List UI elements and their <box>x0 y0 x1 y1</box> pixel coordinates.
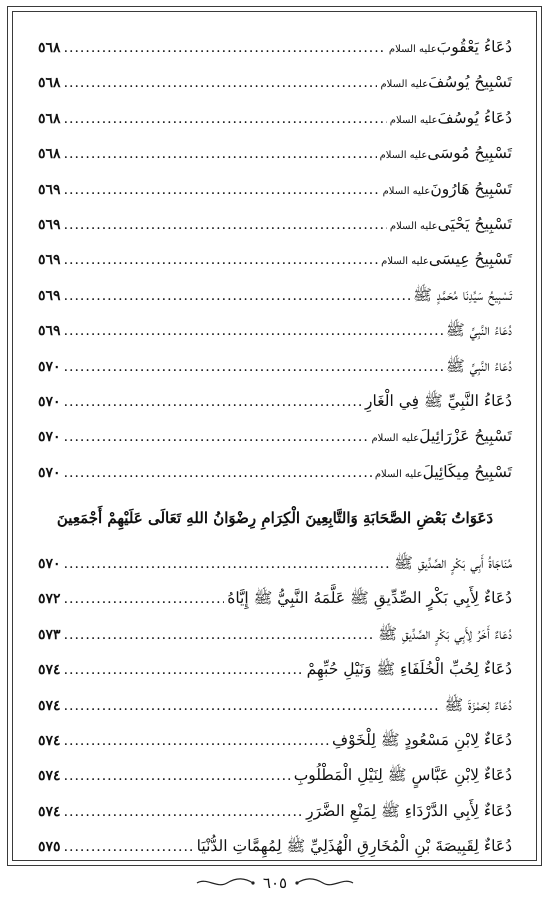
toc-entry-page: ٥٦٩ <box>38 323 61 340</box>
dot-leader <box>64 385 362 420</box>
toc-entry-title: مُنَاجَاةُ أَبِي بَكْرٍ الصِّدِّيقِ ﷺ <box>394 554 512 573</box>
toc-entry-title: دُعَاءٌ لِابْنِ مَسْعُودٍ ﷺ لِلْخَوْفِ <box>332 731 512 750</box>
honorific-mark: عليه السلام <box>388 44 437 55</box>
toc-entry-title: تَسْبِيحُ مِيكَائِيلَ <box>422 462 512 481</box>
toc-entry-page: ٥٧٠ <box>38 556 61 573</box>
dot-leader <box>64 724 329 759</box>
dot-leader <box>64 173 380 208</box>
page-footer <box>0 868 550 898</box>
toc-entry <box>38 581 512 616</box>
toc-entry-title: تَسْبِيحُ سَيِّدِنَا مُحَمَّدٍ ﷺ <box>413 285 512 304</box>
dot-leader <box>64 795 304 830</box>
footer-ornament-right-icon <box>295 876 355 890</box>
toc-entry-title: تَسْبِيحُ عِيسَى <box>428 250 512 269</box>
toc-entry-page: ٥٧٠ <box>38 393 61 410</box>
page-number: ٦٠٥ <box>262 874 288 892</box>
toc-entry <box>38 688 512 723</box>
toc-entry-title: دُعَاءٌ لِأَبِي الدَّرْدَاءِ ﷺ لِمَنْعِ الضَّرَرِ <box>306 801 512 820</box>
toc-entry-page: ٥٧٢ <box>38 591 61 608</box>
dot-leader <box>64 350 443 385</box>
toc-entry <box>38 652 512 687</box>
honorific-mark: عليه السلام <box>371 433 420 445</box>
toc-entry-title: دُعَاءٌ لِقَبِيصَةَ بْنِ الْمُخَارِقِ الْهُذَلِيِّ ﷺ لِمُهِمَّاتِ الدُّنْيَا <box>196 837 512 856</box>
toc-entry <box>38 723 512 758</box>
dot-leader <box>64 243 379 278</box>
toc-section-prophets <box>38 30 512 490</box>
toc-entry-title: تَسْبِيحُ عَزْرَائِيلَ <box>419 427 512 446</box>
toc-content <box>38 30 512 865</box>
toc-entry <box>38 794 512 829</box>
toc-entry <box>38 207 512 242</box>
toc-entry-title: دُعَاءٌ أَخَرُ لِأَبِي بَكْرٍ الصِّدِّيقِ ﷺ <box>378 624 512 643</box>
dot-leader <box>64 66 378 101</box>
toc-entry <box>38 65 512 100</box>
toc-entry-title: دُعَاءٌ لِحَمْزَةَ ﷺ <box>444 695 512 714</box>
dot-leader <box>64 618 376 653</box>
toc-entry <box>38 242 512 277</box>
dot-leader <box>64 102 387 137</box>
dot-leader <box>64 830 194 865</box>
dot-leader <box>64 137 377 172</box>
toc-entry-page: ٥٦٩ <box>38 216 61 233</box>
toc-entry <box>38 758 512 793</box>
toc-entry-page: ٥٧٠ <box>38 429 61 446</box>
toc-entry-title: دُعَاءٌ لِأَبِي بَكْرٍ الصِّدِّيقِ ﷺ عَلَّمَهُ النَّبِيُّ ﷺ إِيَّاهُ <box>227 589 512 608</box>
toc-entry-page: ٥٧٤ <box>38 803 61 820</box>
toc-entry-page: ٥٧٠ <box>38 464 61 481</box>
toc-entry <box>38 829 512 864</box>
dot-leader <box>64 420 369 455</box>
toc-entry-title: تَسْبِيحُ هَارُونَ <box>430 179 512 198</box>
toc-entry-title: دُعَاءُ يُوسُفَ <box>437 108 512 127</box>
toc-entry-page: ٥٦٨ <box>38 146 61 163</box>
section-heading: دَعَوَاتُ بَعْضِ الصَّحَابَةِ وَالتَّابِعِينَ الْكِرَامِ رِضْوَانُ اللهِ تَعَالَى عَلَيْهِمْ أَجْمَعِينَ <box>56 509 494 528</box>
honorific-mark: عليه السلام <box>380 79 429 91</box>
dot-leader <box>64 279 411 314</box>
toc-entry <box>38 419 512 454</box>
toc-entry <box>38 136 512 171</box>
dot-leader <box>64 314 443 349</box>
toc-entry-page: ٥٧٠ <box>38 358 61 375</box>
toc-entry-page: ٥٧٣ <box>38 626 61 643</box>
toc-entry-page: ٥٦٩ <box>38 252 61 269</box>
toc-entry <box>38 101 512 136</box>
toc-entry-page: ٥٧٤ <box>38 697 61 714</box>
dot-leader <box>64 547 392 582</box>
toc-entry-page: ٥٦٨ <box>38 110 61 127</box>
honorific-mark: عليه السلام <box>374 468 423 480</box>
toc-entry-title: تَسْبِيحُ يُوسُفَ <box>428 73 512 92</box>
toc-entry-page: ٥٧٤ <box>38 768 61 785</box>
toc-entry-title: تَسْبِيحُ مُوسَى <box>427 144 512 163</box>
honorific-mark: عليه السلام <box>389 114 438 126</box>
toc-entry <box>38 455 512 490</box>
toc-entry-page: ٥٧٤ <box>38 662 61 679</box>
toc-entry-title: دُعَاءُ النَّبِيِّ ﷺ <box>446 356 512 375</box>
toc-entry <box>38 172 512 207</box>
toc-entry-page: ٥٧٥ <box>38 839 61 856</box>
toc-entry-title: تَسْبِيحُ يَحْيَى <box>437 214 512 233</box>
toc-entry-page: ٥٦٩ <box>38 287 61 304</box>
toc-entry <box>38 384 512 419</box>
dot-leader <box>64 582 225 617</box>
toc-entry-title: دُعَاءٌ لِحُبِّ الْخُلَفَاءِ ﷺ وَنَيْلِ حُبِّهِمْ <box>306 660 512 679</box>
toc-entry <box>38 617 512 652</box>
toc-entry <box>38 349 512 384</box>
toc-entry-page: ٥٧٤ <box>38 733 61 750</box>
toc-entry <box>38 278 512 313</box>
dot-leader <box>64 456 372 491</box>
dot-leader <box>64 31 386 66</box>
toc-entry-page: ٥٦٩ <box>38 181 61 198</box>
toc-entry <box>38 313 512 348</box>
dot-leader <box>64 653 304 688</box>
honorific-mark: عليه السلام <box>381 256 429 268</box>
toc-entry-title: دُعَاءُ يَعْقُوبَ <box>436 38 512 56</box>
toc-entry-page: ٥٦٨ <box>38 40 61 56</box>
dot-leader <box>64 208 387 243</box>
honorific-mark: عليه السلام <box>389 220 438 232</box>
toc-entry-title: دُعَاءٌ لِابْنِ عَبَّاسٍ ﷺ لِنَيْلِ الْمَطْلُوبِ <box>293 766 512 785</box>
toc-entry-title: دُعَاءُ النَّبِيِّ ﷺ <box>446 321 512 340</box>
toc-entry-page: ٥٦٨ <box>38 75 61 92</box>
honorific-mark: عليه السلام <box>382 185 431 197</box>
toc-entry <box>38 30 512 65</box>
dot-leader <box>64 759 291 794</box>
toc-section-companions <box>38 546 512 865</box>
toc-entry <box>38 546 512 581</box>
honorific-mark: عليه السلام <box>379 150 428 162</box>
toc-entry-title: دُعَاءُ النَّبِيِّ ﷺ فِي الْغَارِ <box>365 391 512 410</box>
dot-leader <box>64 689 442 724</box>
footer-ornament-left-icon <box>195 876 255 890</box>
